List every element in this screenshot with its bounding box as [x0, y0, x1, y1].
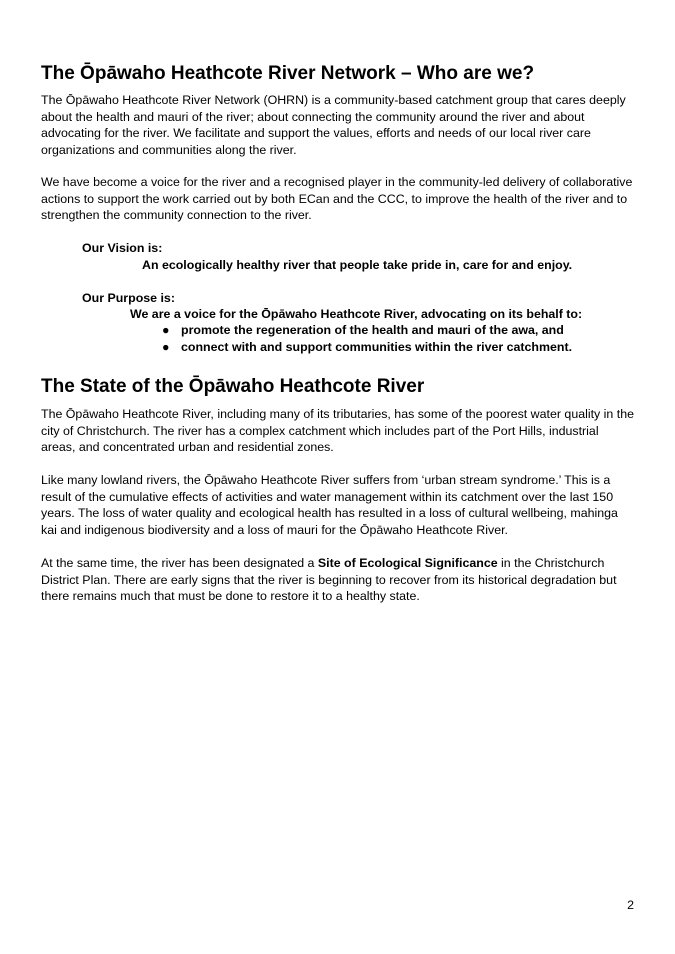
section-heading-state-of-river: The State of the Ōpāwaho Heathcote River: [41, 376, 425, 397]
purpose-bullet-list: [160, 322, 572, 356]
water-quality-paragraph: The Ōpāwaho Heathcote River, including many of its tributaries, has some of the poorest water quality in the city of Christchurch. The river has a complex catchment which includes part of the Port Hills, industrial areas, and concentrated urban and residential zones.: [41, 407, 634, 455]
significance-text-after: in the Christchurch District Plan. There are early signs that the river is beginning to recover from its historical degradation but there remains much that must be done to restore it to a healthy state.: [41, 556, 617, 604]
purpose-statement: We are a voice for the Ōpāwaho Heathcote River, advocating on its behalf to:: [130, 307, 583, 321]
purpose-bullet-item: [160, 339, 572, 356]
intro-paragraph: The Ōpāwaho Heathcote River Network (OHRN) is a community-based catchment group that cares deeply about the health and mauri of the river; about connecting the community around the river and about advocating for the river. We facilitate and support the values, efforts and needs of our local river care organizations and communities along the river.: [41, 93, 626, 157]
voice-paragraph: We have become a voice for the river and a recognised player in the community-led delivery of collaborative actions to support the work carried out by both ECan and the CCC, to improve the health of the river and to strengthen the community connection to the river.: [41, 175, 633, 223]
purpose-bullet-text: promote the regeneration of the health and mauri of the awa, and: [181, 323, 564, 337]
ecological-significance-paragraph: [41, 555, 636, 605]
urban-stream-paragraph: Like many lowland rivers, the Ōpāwaho Heathcote River suffers from ‘urban stream syndrome.’ This is a result of the cumulative effects of activities and water management within its catchment over the last 150 years. The loss of water quality and ecological health has resulted in a loss of cultural wellbeing, mahinga kai and indigenous biodiversity and a loss of mauri for the Ōpāwaho Heathcote River.: [41, 473, 618, 537]
vision-statement: An ecologically healthy river that people take pride in, care for and enjoy.: [142, 258, 573, 272]
vision-label: Our Vision is:: [82, 241, 163, 255]
purpose-label: Our Purpose is:: [82, 291, 175, 305]
purpose-bullet-text: connect with and support communities within the river catchment.: [181, 340, 573, 354]
bullet-icon: ●: [162, 340, 170, 354]
section-heading-who-are-we: The Ōpāwaho Heathcote River Network – Who are we?: [41, 63, 535, 84]
bullet-icon: ●: [162, 323, 170, 337]
purpose-bullet-item: [160, 322, 572, 339]
page-number: 2: [627, 898, 634, 912]
significance-text-before: At the same time, the river has been designated a: [41, 556, 318, 570]
significance-bold-text: Site of Ecological Significance: [317, 556, 498, 570]
